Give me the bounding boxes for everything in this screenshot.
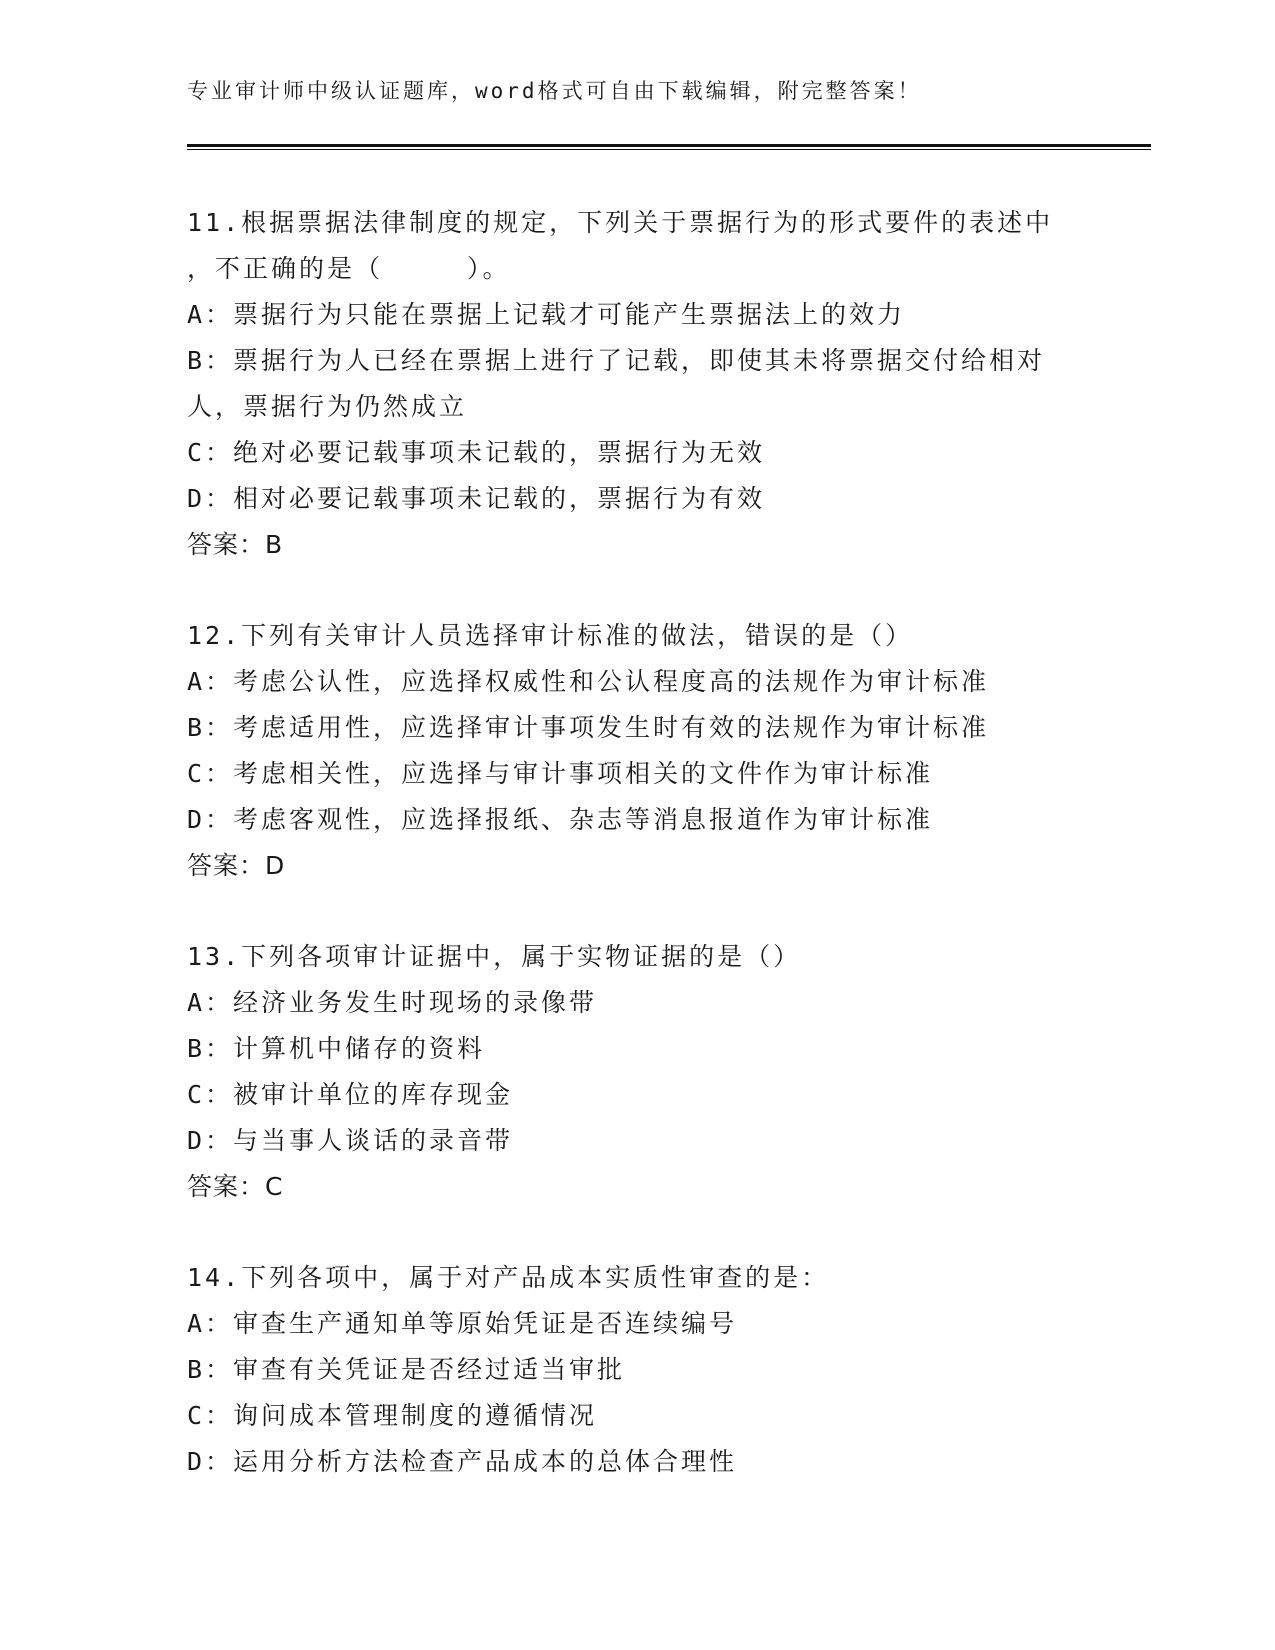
answer-label: 答案：B [187, 530, 284, 559]
question-stem: ，不正确的是（ ）。 [187, 254, 511, 283]
question-12 [187, 613, 1087, 889]
header-rule-thick [187, 144, 1151, 147]
option-b: B：票据行为人已经在票据上进行了记载，即使其未将票据交付给相对 [187, 346, 1046, 375]
page-header: 专业审计师中级认证题库，word格式可自由下载编辑，附完整答案！ [187, 79, 922, 103]
option-d: D：考虑客观性，应选择报纸、杂志等消息报道作为审计标准 [187, 805, 934, 834]
answer-label: 答案：C [187, 1172, 284, 1201]
option-c: C：询问成本管理制度的遵循情况 [187, 1401, 598, 1430]
question-stem: 14.下列各项中，属于对产品成本实质性审查的是： [187, 1263, 830, 1292]
option-a: A：票据行为只能在票据上记载才可能产生票据法上的效力 [187, 300, 906, 329]
answer-label: 答案：D [187, 851, 286, 880]
option-b: B：审查有关凭证是否经过适当审批 [187, 1355, 626, 1384]
question-14 [187, 1255, 1087, 1485]
question-11 [187, 200, 1087, 568]
option-d: D：与当事人谈话的录音带 [187, 1126, 514, 1155]
option-b-continued: 人，票据行为仍然成立 [187, 392, 468, 421]
question-13 [187, 934, 1087, 1210]
option-a: A：考虑公认性，应选择权威性和公认程度高的法规作为审计标准 [187, 667, 990, 696]
option-c: C：被审计单位的库存现金 [187, 1080, 514, 1109]
option-b: B：计算机中储存的资料 [187, 1034, 486, 1063]
option-a: A：经济业务发生时现场的录像带 [187, 988, 598, 1017]
option-d: D：相对必要记载事项未记载的，票据行为有效 [187, 484, 766, 513]
question-stem: 13.下列各项审计证据中，属于实物证据的是（） [187, 942, 802, 971]
option-a: A：审查生产通知单等原始凭证是否连续编号 [187, 1309, 738, 1338]
option-c: C：绝对必要记载事项未记载的，票据行为无效 [187, 438, 766, 467]
option-b: B：考虑适用性，应选择审计事项发生时有效的法规作为审计标准 [187, 713, 990, 742]
option-d: D：运用分析方法检查产品成本的总体合理性 [187, 1447, 738, 1476]
question-stem: 12.下列有关审计人员选择审计标准的做法，错误的是（） [187, 621, 914, 650]
question-stem: 11.根据票据法律制度的规定，下列关于票据行为的形式要件的表述中 [187, 208, 1054, 237]
header-rule-thin [187, 149, 1151, 150]
question-list [187, 200, 1087, 1530]
option-c: C：考虑相关性，应选择与审计事项相关的文件作为审计标准 [187, 759, 934, 788]
